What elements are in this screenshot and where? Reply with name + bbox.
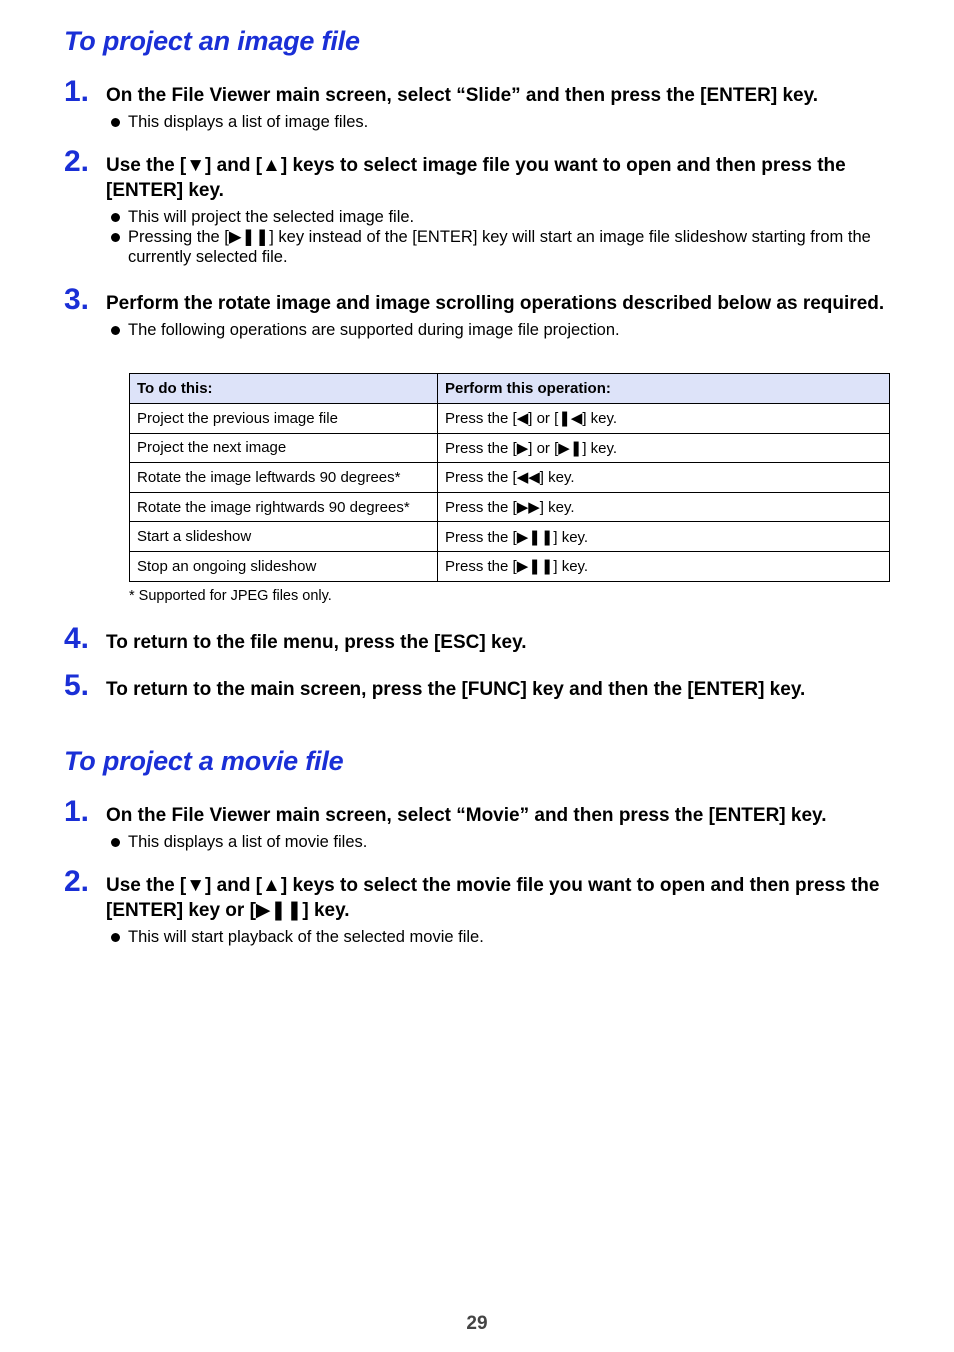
movie-step-2 <box>64 865 894 947</box>
operations-table <box>129 373 890 582</box>
bullet-list <box>108 112 894 132</box>
step-number: 1. <box>64 795 90 828</box>
bullet-item: This will project the selected image file. <box>108 207 894 227</box>
bullet-list <box>108 832 894 852</box>
step-instruction: To return to the main screen, press the [FUNC] key and then the [ENTER] key. <box>106 679 806 700</box>
table-row <box>130 551 890 581</box>
table-row <box>130 492 890 522</box>
section-title-image: To project an image file <box>64 26 360 56</box>
table-row <box>130 463 890 493</box>
step-instruction: Use the [▼] and [▲] keys to select image file you want to open and then press the [ENTER] key. <box>106 155 846 201</box>
header-cell: To do this: <box>130 374 438 404</box>
table-cell: Project the previous image file <box>130 404 438 434</box>
table-cell: Press the [▶] or [▶❚] key. <box>438 433 890 463</box>
table-cell: Stop an ongoing slideshow <box>130 551 438 581</box>
section-title-movie: To project a movie file <box>64 746 344 776</box>
step-instruction: On the File Viewer main screen, select “Movie” and then press the [ENTER] key. <box>106 805 827 826</box>
step-instruction: On the File Viewer main screen, select “Slide” and then press the [ENTER] key. <box>106 85 819 106</box>
table-cell: Press the [◀◀] key. <box>438 463 890 493</box>
step-instruction: To return to the file menu, press the [ESC] key. <box>106 632 527 653</box>
table-cell: Start a slideshow <box>130 522 438 552</box>
table-cell: Press the [▶❚❚] key. <box>438 551 890 581</box>
movie-step-1 <box>64 795 894 852</box>
table-row <box>130 404 890 434</box>
table-footnote: * Supported for JPEG files only. <box>129 588 332 604</box>
step-instruction: Perform the rotate image and image scrolling operations described below as required. <box>106 293 885 314</box>
bullet-list <box>108 320 894 340</box>
header-cell: Perform this operation: <box>438 374 890 404</box>
step-number: 2. <box>64 145 90 178</box>
step-number: 1. <box>64 75 90 108</box>
table-row <box>130 433 890 463</box>
step-number: 3. <box>64 283 90 316</box>
image-step-2 <box>64 145 894 267</box>
step-number: 5. <box>64 669 90 702</box>
bullet-item: This displays a list of image files. <box>108 112 894 132</box>
step-instruction: Use the [▼] and [▲] keys to select the movie file you want to open and then press the [ENTER] key or [▶❚❚] key. <box>106 875 880 921</box>
table-cell: Rotate the image leftwards 90 degrees* <box>130 463 438 493</box>
page-number: 29 <box>466 1313 488 1334</box>
table-row <box>130 522 890 552</box>
image-step-4 <box>64 622 894 655</box>
table-cell: Project the next image <box>130 433 438 463</box>
table-cell: Press the [◀] or [❚◀] key. <box>438 404 890 434</box>
table-cell: Press the [▶▶] key. <box>438 492 890 522</box>
image-step-1 <box>64 75 894 132</box>
bullet-item: This displays a list of movie files. <box>108 832 894 852</box>
bullet-list <box>108 927 894 947</box>
bullet-item: This will start playback of the selected movie file. <box>108 927 894 947</box>
table-header-row <box>130 374 890 404</box>
image-step-3 <box>64 283 894 340</box>
table-cell: Rotate the image rightwards 90 degrees* <box>130 492 438 522</box>
image-step-5 <box>64 669 894 702</box>
bullet-item: Pressing the [▶❚❚] key instead of the [ENTER] key will start an image file slideshow starting from the currently selected file. <box>108 227 894 267</box>
table-cell: Press the [▶❚❚] key. <box>438 522 890 552</box>
bullet-list <box>108 207 894 267</box>
step-number: 4. <box>64 622 90 655</box>
bullet-item: The following operations are supported during image file projection. <box>108 320 894 340</box>
step-number: 2. <box>64 865 90 898</box>
